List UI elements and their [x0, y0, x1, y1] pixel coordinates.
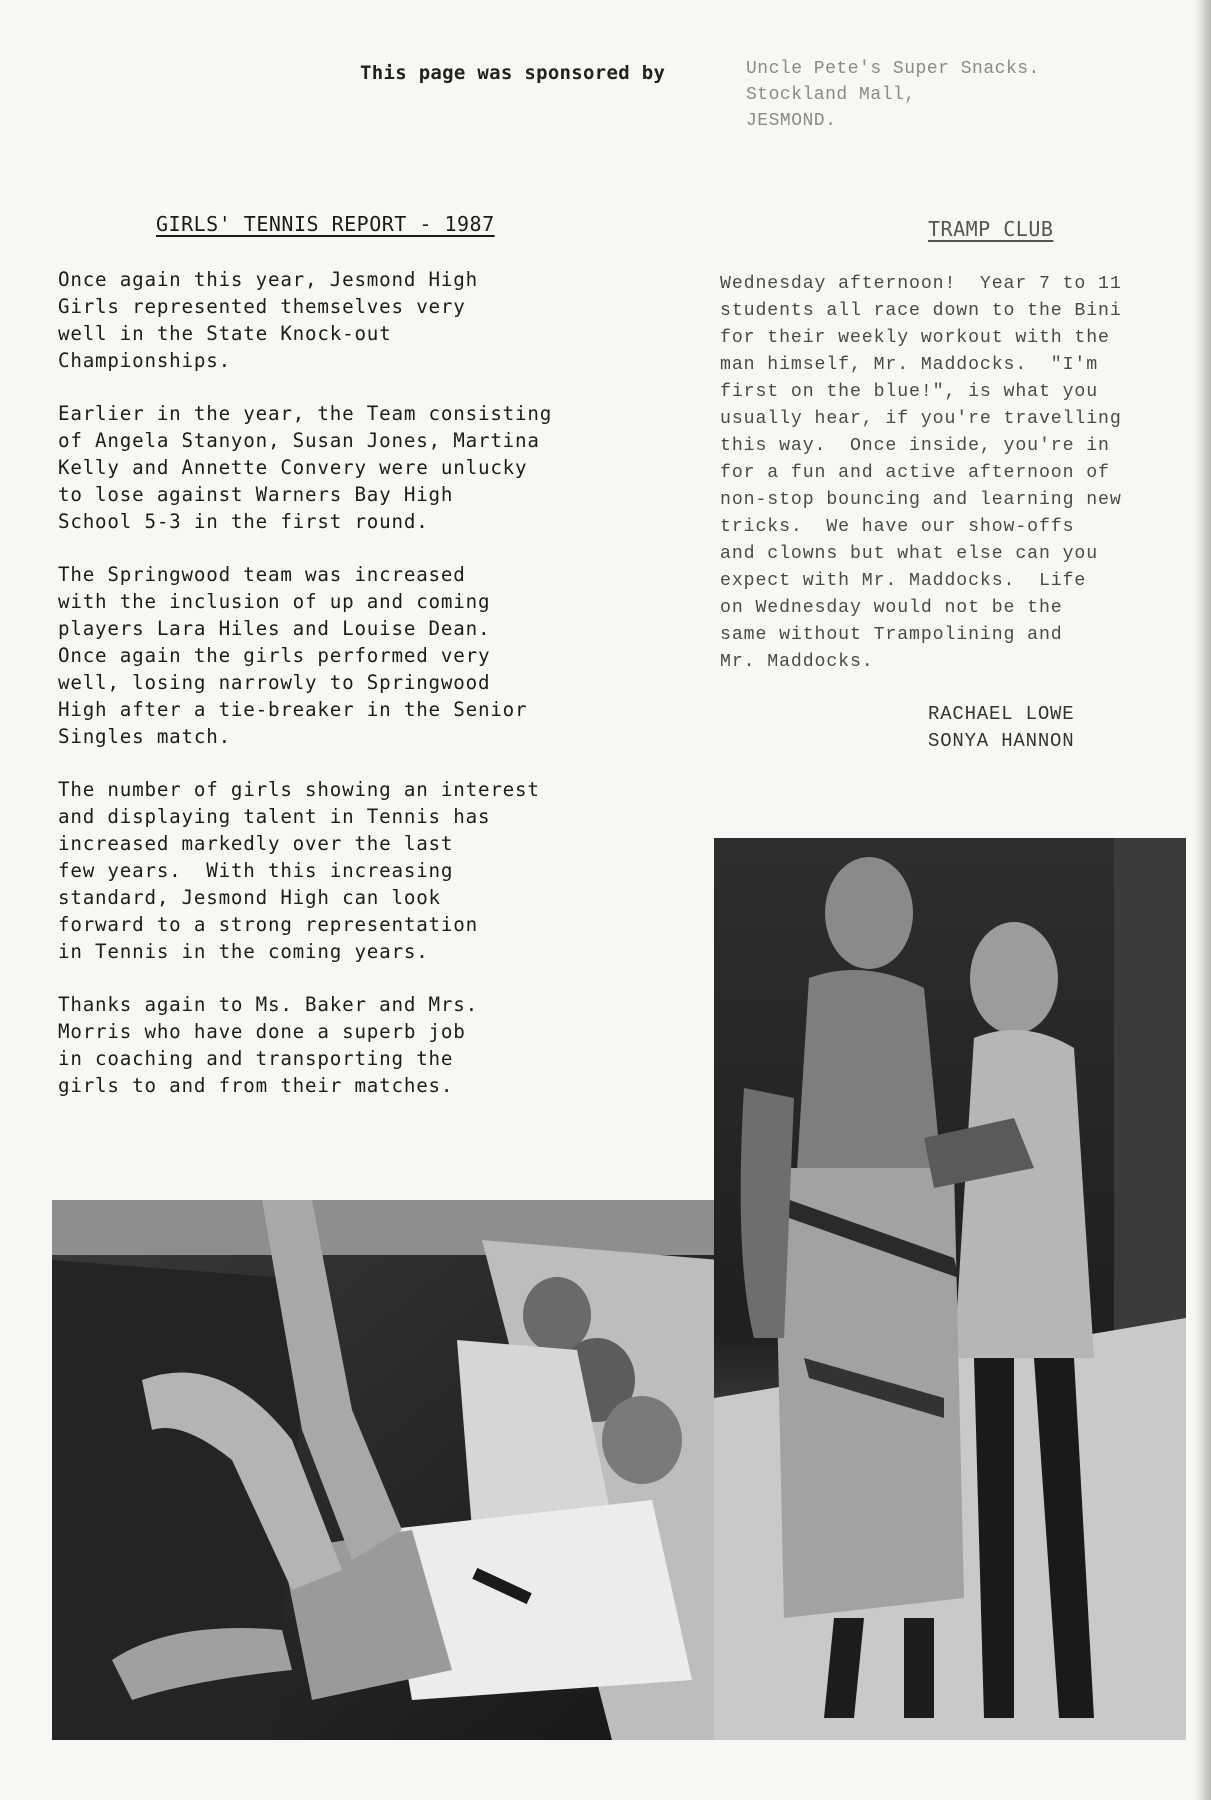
text-line: students all race down to the Bini	[720, 301, 1122, 321]
author-name: SONYA HANNON	[928, 730, 1075, 752]
text-line: well in the State Knock-out	[58, 322, 392, 345]
text-line: Girls represented themselves very	[58, 295, 466, 318]
text-line: Championships.	[58, 349, 231, 372]
text-line: on Wednesday would not be the	[720, 598, 1063, 618]
text-line: forward to a strong representation	[58, 913, 478, 936]
text-line: School 5-3 in the first round.	[58, 510, 429, 533]
text-line: usually hear, if you're travelling	[720, 409, 1122, 429]
tramp-club-authors	[928, 701, 1074, 755]
text-line: and clowns but what else can you	[720, 544, 1099, 564]
text-line: Earlier in the year, the Team consisting	[58, 402, 553, 425]
tennis-team-photo	[52, 1200, 719, 1740]
text-line: Once again this year, Jesmond High	[58, 268, 478, 291]
text-line: Singles match.	[58, 725, 231, 748]
page-edge-shadow	[1195, 0, 1211, 1800]
tennis-paragraph	[58, 400, 618, 535]
tramp-club-title: TRAMP CLUB	[928, 217, 1054, 241]
text-line: Thanks again to Ms. Baker and Mrs.	[58, 993, 478, 1016]
sponsor-line: JESMOND.	[746, 111, 837, 131]
text-line: High after a tie-breaker in the Senior	[58, 698, 528, 721]
text-line: and displaying talent in Tennis has	[58, 805, 491, 828]
text-line: same without Trampolining and	[720, 625, 1063, 645]
author-name: RACHAEL LOWE	[928, 703, 1075, 725]
text-line: girls to and from their matches.	[58, 1074, 454, 1097]
sponsor-line: Stockland Mall,	[746, 85, 916, 105]
text-line: with the inclusion of up and coming	[58, 590, 491, 613]
text-line: first on the blue!", is what you	[720, 382, 1099, 402]
text-line: for a fun and active afternoon of	[720, 463, 1110, 483]
text-line: this way. Once inside, you're in	[720, 436, 1110, 456]
text-line: tricks. We have our show-offs	[720, 517, 1075, 537]
text-line: for their weekly workout with the	[720, 328, 1110, 348]
tennis-paragraph	[58, 991, 618, 1099]
text-line: players Lara Hiles and Louise Dean.	[58, 617, 491, 640]
sponsor-label: This page was sponsored by	[360, 62, 666, 84]
tennis-report-body	[58, 266, 618, 1125]
text-line: in coaching and transporting the	[58, 1047, 454, 1070]
tennis-paragraph	[58, 561, 618, 750]
tramp-club-body	[720, 271, 1200, 676]
text-line: few years. With this increasing	[58, 859, 454, 882]
tramp-club-photo	[714, 838, 1186, 1740]
text-line: The number of girls showing an interest	[58, 778, 540, 801]
text-line: increased markedly over the last	[58, 832, 454, 855]
text-line: Kelly and Annette Convery were unlucky	[58, 456, 528, 479]
text-line: non-stop bouncing and learning new	[720, 490, 1122, 510]
text-line: Wednesday afternoon! Year 7 to 11	[720, 274, 1122, 294]
text-line: expect with Mr. Maddocks. Life	[720, 571, 1087, 591]
text-line: to lose against Warners Bay High	[58, 483, 454, 506]
text-line: standard, Jesmond High can look	[58, 886, 441, 909]
text-line: of Angela Stanyon, Susan Jones, Martina	[58, 429, 540, 452]
sponsor-line: Uncle Pete's Super Snacks.	[746, 59, 1040, 79]
sponsor-address	[746, 56, 1040, 134]
text-line: man himself, Mr. Maddocks. "I'm	[720, 355, 1099, 375]
text-line: Mr. Maddocks.	[720, 652, 874, 672]
text-line: Morris who have done a superb job	[58, 1020, 466, 1043]
text-line: The Springwood team was increased	[58, 563, 466, 586]
text-line: Once again the girls performed very	[58, 644, 491, 667]
text-line: in Tennis in the coming years.	[58, 940, 429, 963]
text-line: well, losing narrowly to Springwood	[58, 671, 491, 694]
tennis-paragraph	[58, 776, 618, 965]
tennis-report-title: GIRLS' TENNIS REPORT - 1987	[156, 212, 495, 236]
tennis-paragraph	[58, 266, 618, 374]
